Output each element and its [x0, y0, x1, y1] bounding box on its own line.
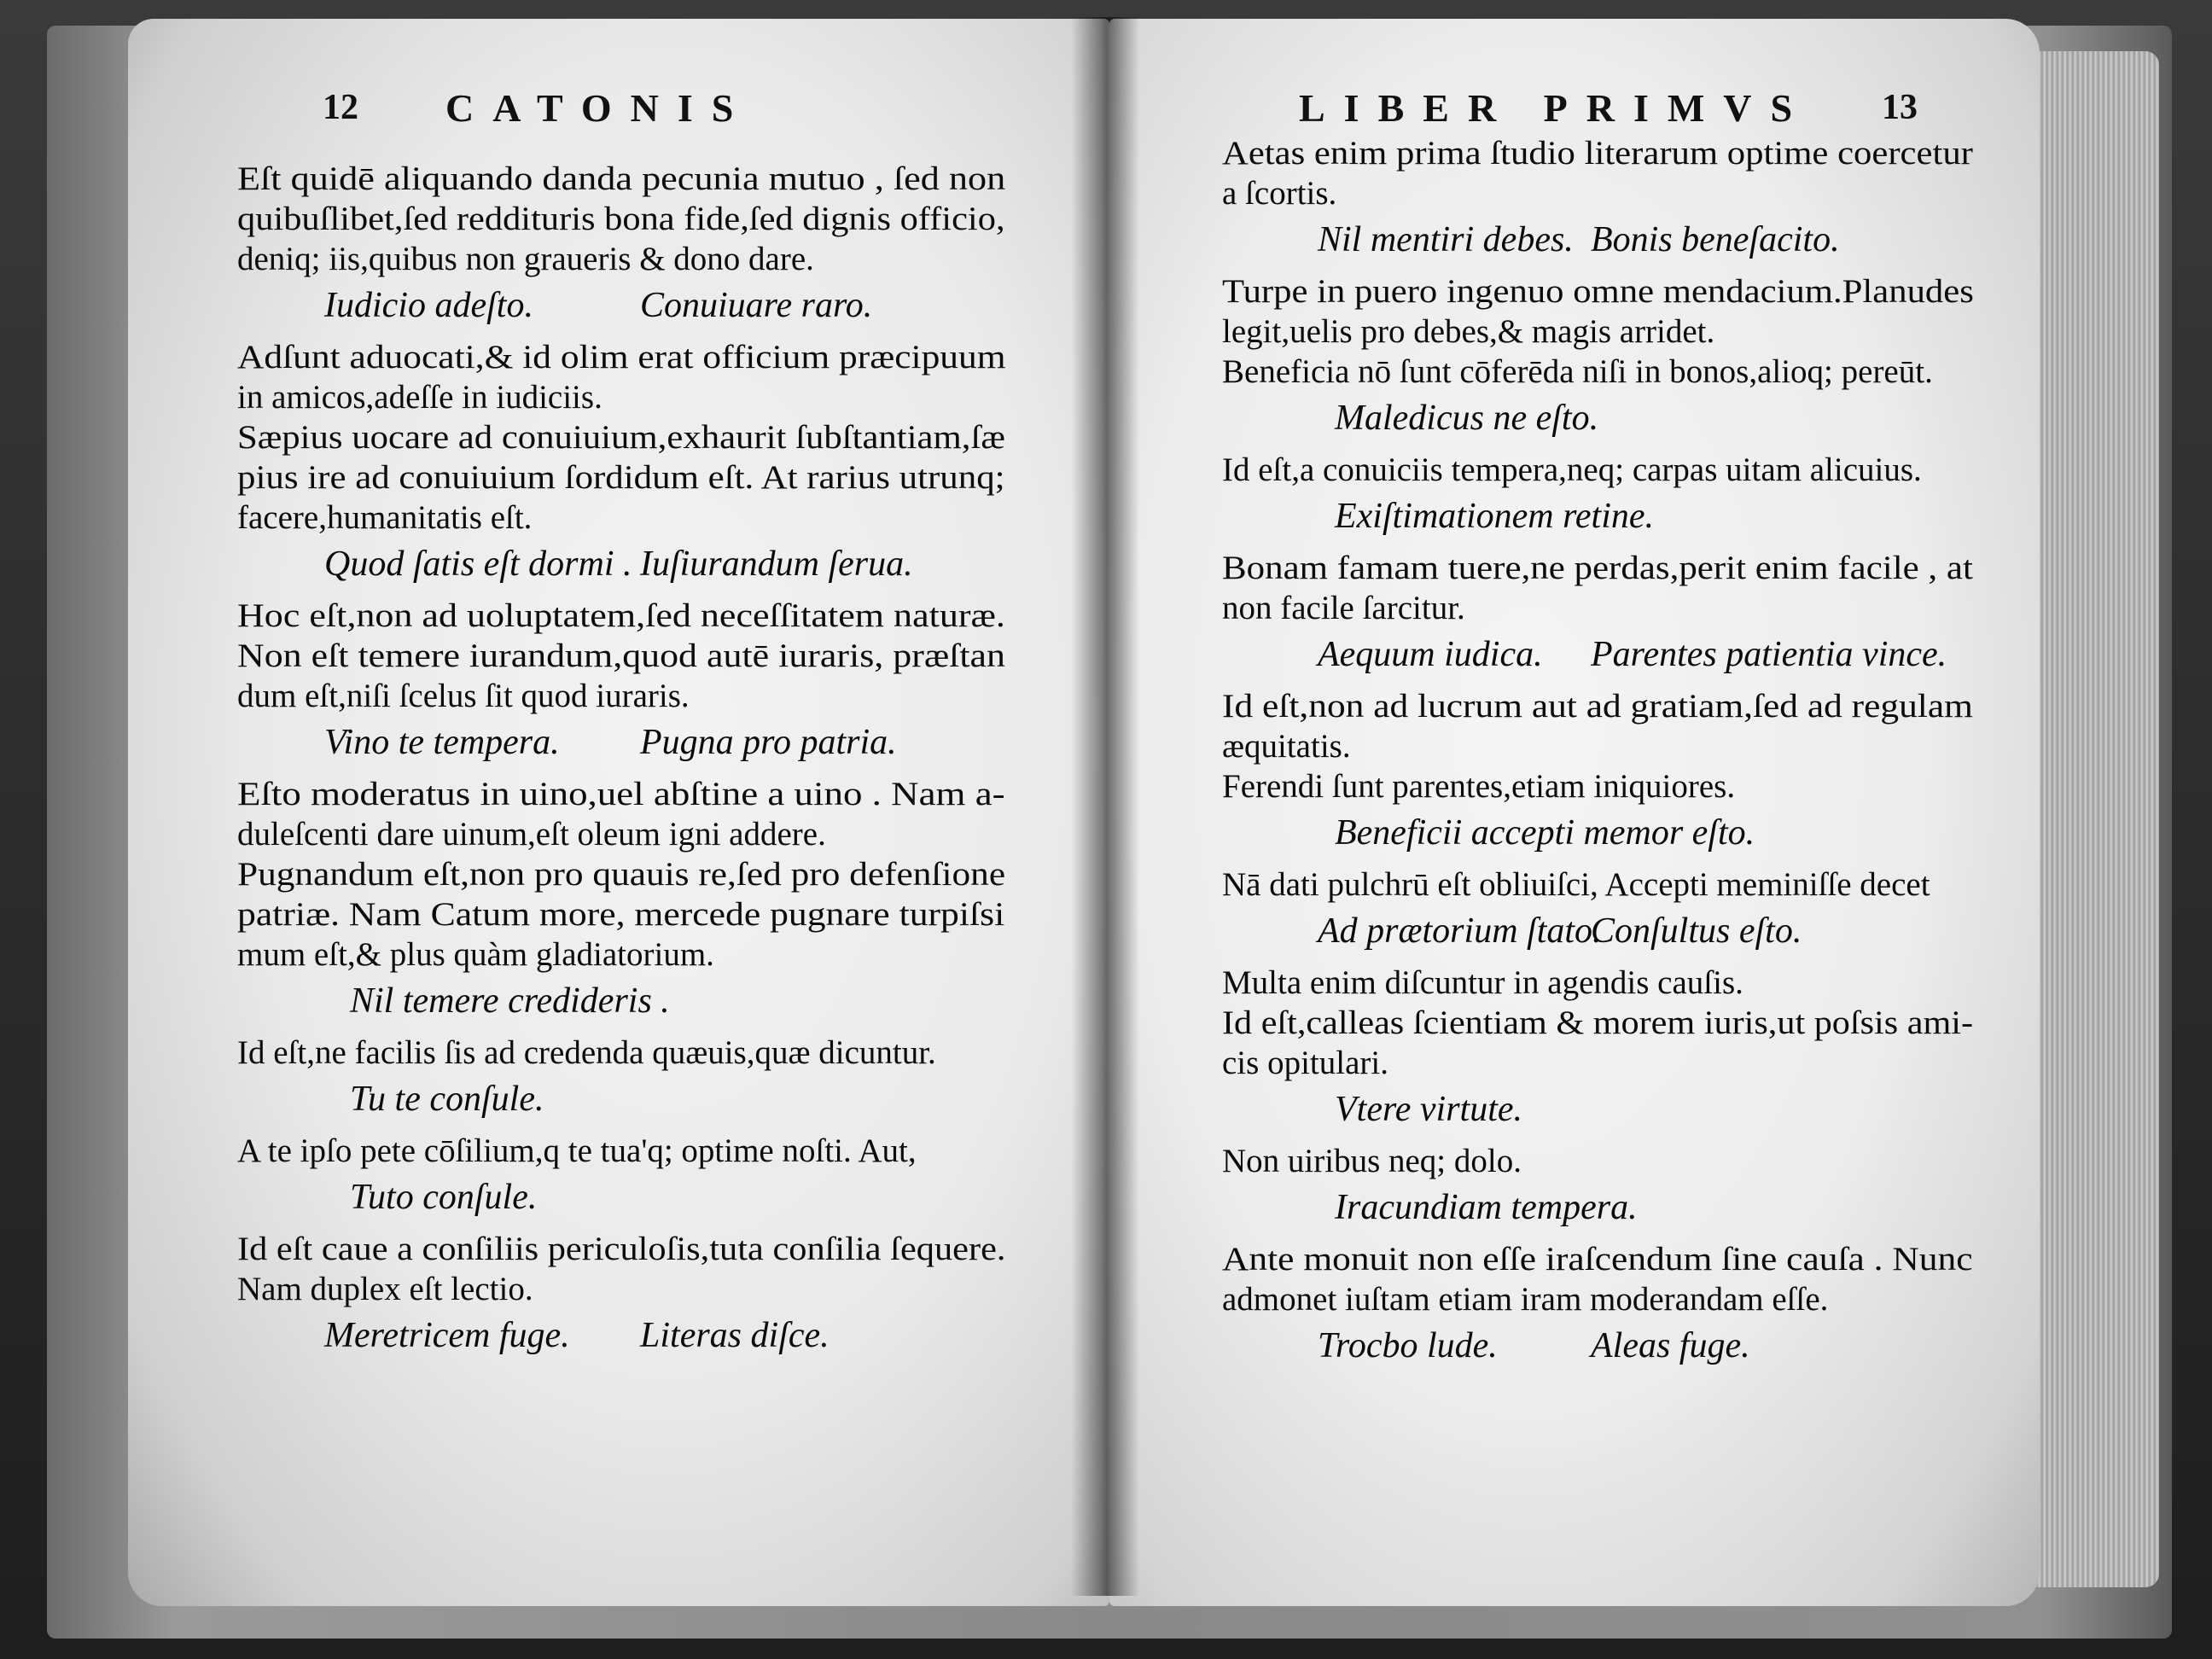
maxim: Literas diſce.: [640, 1316, 830, 1355]
maxim: Quod ſatis eſt dormi .: [324, 544, 632, 584]
maxim: Nil temere credideris .: [350, 981, 670, 1021]
running-head: LIBER PRIMVS: [1299, 86, 1812, 130]
maxim: Iracundiam tempera.: [1335, 1188, 1638, 1227]
maxim: Bonis beneſacito.: [1591, 220, 1840, 259]
maxim: Conſultus eſto.: [1591, 911, 1802, 951]
text-line: legit,uelis pro debes,& magis arridet.: [1222, 313, 1715, 350]
text-line: Multa enim diſcuntur in agendis cauſis.: [1222, 964, 1743, 1001]
text-line: in amicos,adeſſe in iudiciis.: [237, 379, 602, 416]
maxim: Maledicus ne eſto.: [1335, 399, 1599, 438]
text-line: Id eſt,non ad lucrum aut ad gratiam,ſed ad regulam: [1222, 688, 1973, 725]
text-line: Ante monuit non eſſe iraſcendum ſine cauſa . Nunc: [1222, 1241, 1973, 1278]
text-line: A te ipſo pete cōſilium,q te tua'q; optime noſti. Aut,: [237, 1132, 917, 1169]
maxim: Iuſiurandum ſerua.: [640, 544, 913, 584]
text-line: Non eſt temere iurandum,quod autē iuraris, præſtan: [237, 637, 1005, 674]
right-page: [1109, 19, 2040, 1606]
text-line: Aetas enim prima ſtudio literarum optime coercetur: [1222, 135, 1973, 172]
folio-number: 12: [323, 88, 358, 127]
text-line: Ferendi ſunt parentes,etiam iniquiores.: [1222, 768, 1736, 805]
maxim: Pugna pro patria.: [640, 723, 897, 762]
book-spine: [1071, 17, 1139, 1596]
text-line: Beneficia nō ſunt cōferēda niſi in bonos,alioq; pereūt.: [1222, 353, 1933, 390]
text-line: Nam duplex eſt lectio.: [237, 1271, 533, 1307]
maxim: Aleas fuge.: [1591, 1326, 1750, 1365]
text-line: non facile ſarcitur.: [1222, 590, 1465, 626]
maxim: Ad prætorium ſtato.: [1318, 911, 1602, 951]
text-line: dum eſt,niſi ſcelus ſit quod iuraris.: [237, 678, 690, 714]
left-page: [128, 19, 1109, 1606]
text-line: Turpe in puero ingenuo omne mendacium.Planudes: [1222, 273, 1974, 310]
maxim: Trocbo lude.: [1318, 1326, 1498, 1365]
maxim: Exiſtimationem retine.: [1335, 497, 1655, 536]
text-line: duleſcenti dare uinum,eſt oleum igni addere.: [237, 816, 826, 853]
text-line: facere,humanitatis eſt.: [237, 499, 533, 536]
text-line: quibuſlibet,ſed reddituris bona fide,ſed dignis officio,: [237, 201, 1005, 237]
text-line: æquitatis.: [1222, 728, 1351, 765]
maxim: Tu te conſule.: [350, 1080, 544, 1119]
text-line: Id eſt caue a conſiliis periculoſis,tuta conſilia ſequere.: [237, 1231, 1006, 1267]
maxim: Aequum iudica.: [1318, 635, 1543, 674]
text-line: Id eſt,calleas ſcientiam & morem iuris,ut poſsis ami-: [1222, 1004, 1974, 1041]
maxim: Iudicio adeſto.: [324, 286, 533, 325]
maxim: Vtere virtute.: [1335, 1090, 1523, 1129]
text-line: Nā dati pulchrū eſt obliuiſci, Accepti meminiſſe decet: [1222, 866, 1930, 903]
text-line: Non uiribus neq; dolo.: [1222, 1143, 1522, 1179]
maxim: Nil mentiri debes.: [1318, 220, 1574, 259]
folio-number: 13: [1882, 88, 1918, 127]
text-line: a ſcortis.: [1222, 175, 1337, 212]
text-line: Bonam famam tuere,ne perdas,perit enim facile , at: [1222, 550, 1973, 586]
text-line: pius ire ad conuiuium ſordidum eſt. At rarius utrunq;: [237, 459, 1005, 496]
text-line: mum eſt,& plus quàm gladiatorium.: [237, 936, 714, 973]
text-line: admonet iuſtam etiam iram moderandam eſſe.: [1222, 1281, 1829, 1318]
maxim: Beneficii accepti memor eſto.: [1335, 813, 1755, 853]
maxim: Vino te tempera.: [324, 723, 560, 762]
text-line: Id eſt,a conuiciis tempera,neq; carpas uitam alicuius.: [1222, 451, 1922, 488]
text-line: Hoc eſt,non ad uoluptatem,ſed neceſſitatem naturæ.: [237, 597, 1005, 634]
maxim: Parentes patientia vince.: [1591, 635, 1947, 674]
maxim: Meretricem fuge.: [324, 1316, 570, 1355]
text-line: deniq; iis,quibus non graueris & dono dare.: [237, 241, 814, 277]
maxim: Tuto conſule.: [350, 1178, 538, 1217]
running-head: CATONIS: [445, 86, 753, 130]
text-line: Pugnandum eſt,non pro quauis re,ſed pro defenſione: [237, 856, 1006, 893]
maxim: Conuiuare raro.: [640, 286, 873, 325]
text-line: cis opitulari.: [1222, 1045, 1388, 1081]
text-line: Eſto moderatus in uino,uel abſtine a uino . Nam a-: [237, 776, 1005, 812]
text-line: Id eſt,ne facilis ſis ad credenda quæuis,quæ dicuntur.: [237, 1034, 936, 1071]
text-line: Sæpius uocare ad conuiuium,exhaurit ſubſtantiam,ſæ: [237, 419, 1005, 456]
text-line: patriæ. Nam Catum more, mercede pugnare turpiſsi: [237, 896, 1005, 933]
text-line: Adſunt aduocati,& id olim erat officium præcipuum: [237, 339, 1006, 375]
text-line: Eſt quidē aliquando danda pecunia mutuo , ſed non: [237, 160, 1006, 197]
